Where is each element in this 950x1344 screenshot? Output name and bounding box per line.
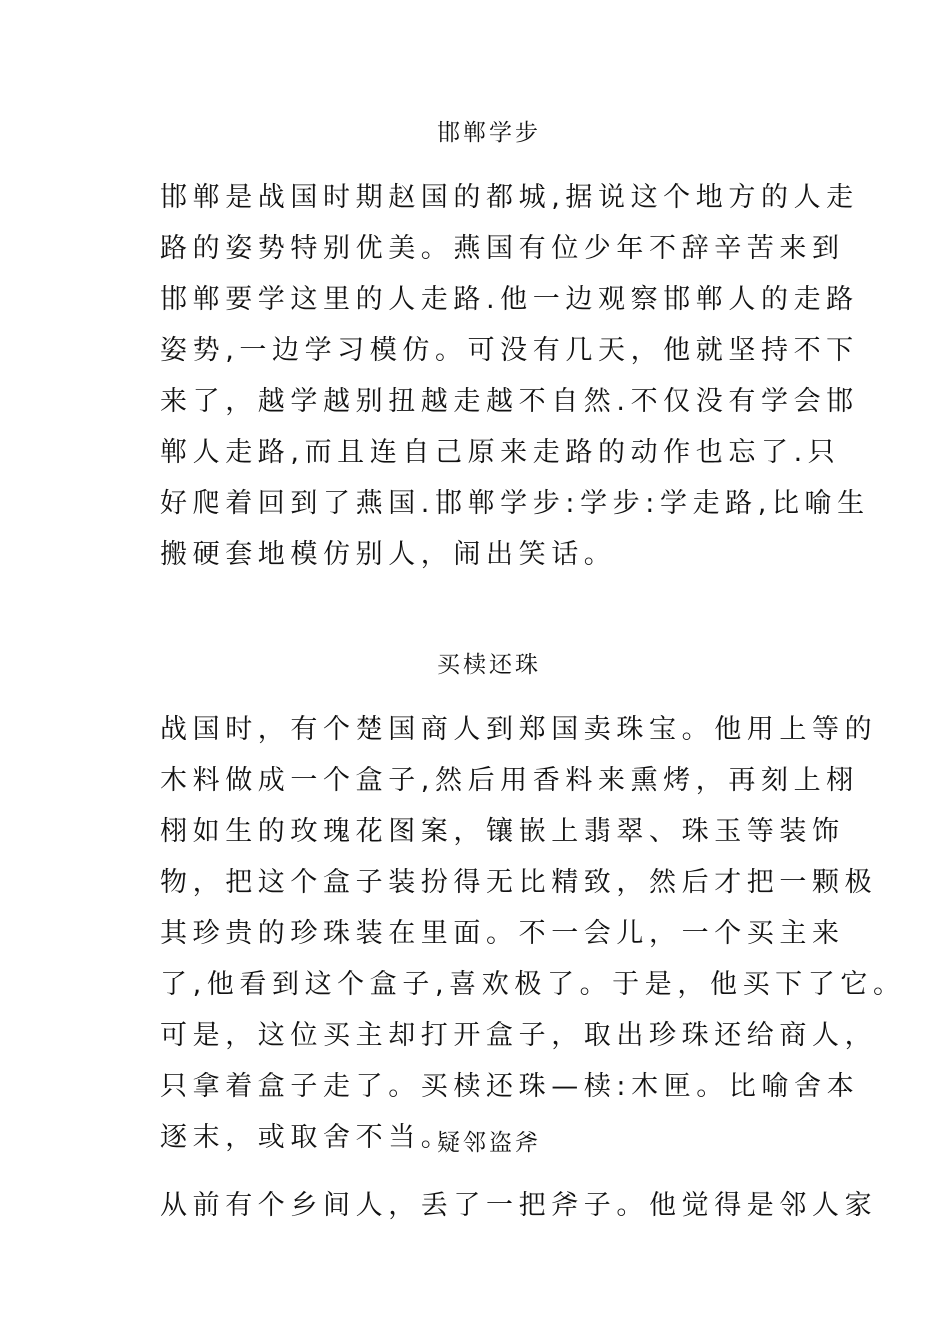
story-line: 其珍贵的珍珠装在里面。不一会儿，一个买主来	[160, 918, 845, 949]
story-line: 邯郸是战国时期赵国的都城,据说这个地方的人走	[160, 182, 859, 213]
story-title: 邯郸学步	[437, 120, 541, 146]
story-line: 来了，越学越别扭越走越不自然.不仅没有学会邯	[160, 386, 859, 417]
story-line: 路的姿势特别优美。燕国有位少年不辞辛苦来到	[160, 233, 845, 264]
story-handan-xuebu	[160, 118, 870, 580]
story-line: 木料做成一个盒子,然后用香料来熏烤，再刻上栩	[160, 765, 859, 796]
story-line: 物，把这个盒子装扮得无比精致，然后才把一颗极	[160, 867, 878, 898]
story-line: 逐末，或取舍不当。	[160, 1122, 454, 1153]
story-line: 搬硬套地模仿别人，闹出笑话。	[160, 539, 617, 570]
story-line: 从前有个乡间人，丢了一把斧子。他觉得是邻人家	[160, 1190, 878, 1221]
story-line: 栩如生的玫瑰花图案，镶嵌上翡翠、珠玉等装饰	[160, 816, 845, 847]
story-line: 好爬着回到了燕国.邯郸学步:学步:学走路,比喻生	[160, 488, 870, 519]
story-line: 可是，这位买主却打开盒子，取出珍珠还给商人，	[160, 1020, 878, 1051]
story-line: 邯郸要学这里的人走路.他一边观察邯郸人的走路	[160, 284, 859, 315]
story-line: 郸人走路,而且连自己原来走路的动作也忘了.只	[160, 437, 841, 468]
story-yilin-daofu	[160, 1128, 878, 1231]
story-title: 疑邻盗斧	[437, 1130, 541, 1156]
story-line: 姿势,一边学习模仿。可没有几天，他就坚持不下	[160, 335, 859, 366]
story-line: 只拿着盒子走了。买椟还珠—椟:木匣。比喻舍本	[160, 1071, 860, 1102]
story-line: 了,他看到这个盒子,喜欢极了。于是，他买下了它。	[160, 969, 906, 1000]
story-line: 战国时，有个楚国商人到郑国卖珠宝。他用上等的	[160, 714, 878, 745]
story-maidu-huanzhu	[160, 650, 906, 1163]
story-title: 买椟还珠	[437, 652, 541, 678]
